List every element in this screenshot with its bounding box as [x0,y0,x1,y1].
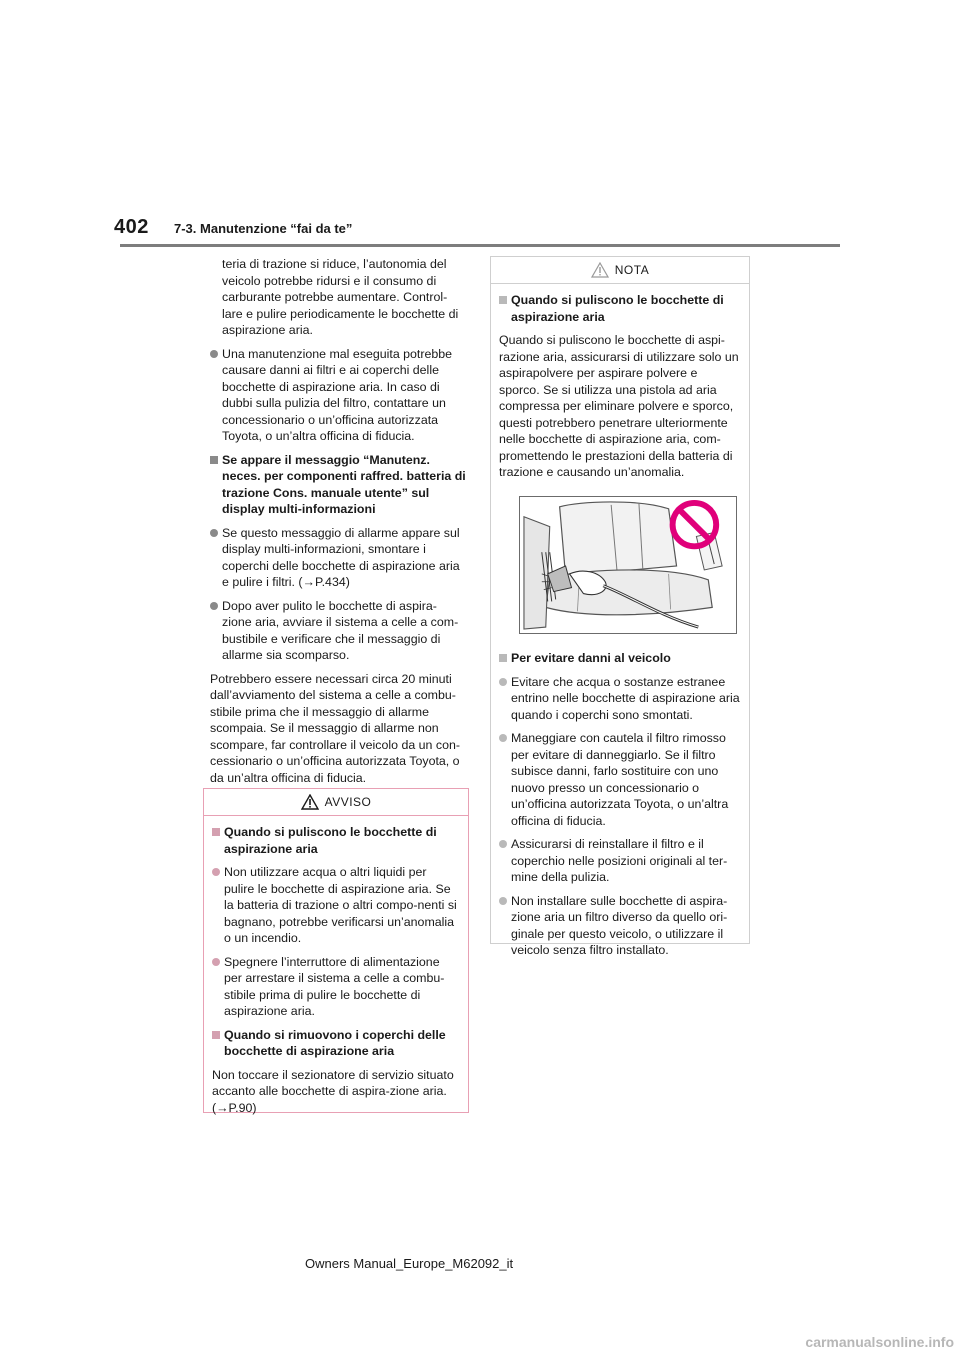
paragraph: Quando si puliscono le bocchette di aspi-razione aria, assicurarsi di utilizzare solo un aspirapolvere per aspirare polvere e sporco. Se si utilizza una pistola ad aria compressa per eliminare polvere e sporco, questi potrebbero penetrare ulteriormente nelle bocchette di aspirazione aria, com-promettendo le prestazioni della batteria di trazione e causando un’anomalia. [499,333,739,479]
bullet-dot-icon [499,897,507,905]
bullet-text: Maneggiare con cautela il filtro rimosso per evitare di danneggiarlo. Se il filtro subisce danni, farlo sostituire con uno nuovo presso un concessionario o un’officina autorizzata Toyota, o un’altra officina di fiducia. [511,731,729,828]
avviso-header [204,789,468,816]
bullet-text: Dopo aver pulito le bocchette di aspira-zione aria, avviare il sistema a celle a com-bustibile e verificare che il messaggio di allarme sia scomparso. [222,598,459,662]
bullet-item [499,836,741,886]
caution-triangle-icon [591,262,609,278]
avviso-box [203,788,469,1113]
bullet-item [210,525,466,591]
bullet-dot-icon [210,350,218,358]
header-rule [120,244,840,247]
vacuum-cleaning-illustration [519,496,737,634]
bullet-item [212,864,460,947]
left-column [210,256,466,793]
bullet-text: Non utilizzare acqua o altri liquidi per pulire le bocchette di aspirazione aria. Se la batteria di trazione o altri compo-nenti si bagnano, potrebbe verificarsi un’anomalia o un incendio. [224,865,457,945]
paragraph: teria di trazione si riduce, l’autonomia del veicolo potrebbe ridursi e il consumo di carburante potrebbe aumentare. Control-lare e pulire periodicamente le bocchette di aspirazione aria. [222,257,459,337]
avviso-title: AVVISO [324,795,372,809]
footer-text: Owners Manual_Europe_M62092_it [305,1256,514,1271]
section-title: 7-3. Manutenzione “fai da te” [174,221,353,236]
subheading [499,650,741,667]
bullet-dot-icon [499,678,507,686]
bullet-dot-icon [499,734,507,742]
bullet-text: Una manutenzione mal eseguita potrebbe causare danni ai filtri e ai coperchi delle bocchette di aspirazione aria. In caso di dubbi sulla pulizia del filtro, contattare un concessionario o un’officina autorizzata Toyota, o un’altra officina di fiducia. [222,346,453,443]
bullet-item [499,893,741,959]
square-bullet-icon [499,654,507,662]
subheading-text: Quando si puliscono le bocchette di aspirazione aria [511,293,724,324]
square-bullet-icon [212,1031,220,1039]
page-number: 402 [114,216,149,238]
paragraph: Potrebbero essere necessari circa 20 minuti dall’avviamento del sistema a celle a combu-stibile prima che il messaggio di allarme scompaia. Se il messaggio di allarme non scompare, far controllare il veicolo da un con-cessionario o un’officina autorizzata Toyota, o da un’altra officina di fiducia. [210,671,460,785]
paragraph: Non toccare il sezionatore di servizio situato accanto alle bocchette di aspira-zione aria. (→P.90) [212,1067,454,1115]
square-bullet-icon [499,296,507,304]
subheading [212,824,460,857]
nota-header [491,257,749,284]
subheading-text: Se appare il messaggio “Manutenz. neces. per componenti raffred. batteria di trazione Cons. manuale utente” sul display multi-informazioni [222,452,466,516]
subheading [499,292,741,325]
bullet-text: Evitare che acqua o sostanze estranee entrino nelle bocchette di aspirazione aria quando i coperchi sono smontati. [511,674,740,722]
watermark[interactable]: carmanualsonline.info [805,1334,954,1350]
bullet-item [210,346,466,445]
bullet-item [499,674,741,724]
bullet-text: Se questo messaggio di allarme appare sul display multi-informazioni, smontare i coperchi delle bocchette di aspirazione aria e pulire i filtri. (→P.434) [222,525,460,589]
subheading-text: Per evitare danni al veicolo [511,651,671,665]
bullet-dot-icon [210,602,218,610]
bullet-item [499,730,741,829]
bullet-dot-icon [212,958,220,966]
subheading-text: Quando si puliscono le bocchette di aspirazione aria [224,825,437,856]
bullet-item [210,598,466,664]
subheading [212,1027,460,1060]
subheading [210,452,466,518]
bullet-text: Assicurarsi di reinstallare il filtro e il coperchio nelle posizioni originali al ter-mine della pulizia. [511,837,728,884]
bullet-dot-icon [499,840,507,848]
bullet-dot-icon [210,529,218,537]
bullet-text: Spegnere l’interruttore di alimentazione per arrestare il sistema a celle a combu-stibile prima di pulire le bocchette di aspirazione aria. [224,954,445,1018]
bullet-item [212,954,460,1020]
bullet-dot-icon [212,868,220,876]
subheading-text: Quando si rimuovono i coperchi delle bocchette di aspirazione aria [224,1027,446,1058]
square-bullet-icon [210,456,218,464]
square-bullet-icon [212,828,220,836]
avviso-body [204,816,468,1129]
nota-title: NOTA [614,263,650,277]
warning-triangle-icon [301,794,319,810]
nota-box [490,256,750,957]
nota-body [491,284,749,972]
bullet-text: Non installare sulle bocchette di aspira-zione aria un filtro diverso da quello ori-ginale per questo veicolo, o utilizzare il veicolo senza filtro installato. [511,893,728,957]
